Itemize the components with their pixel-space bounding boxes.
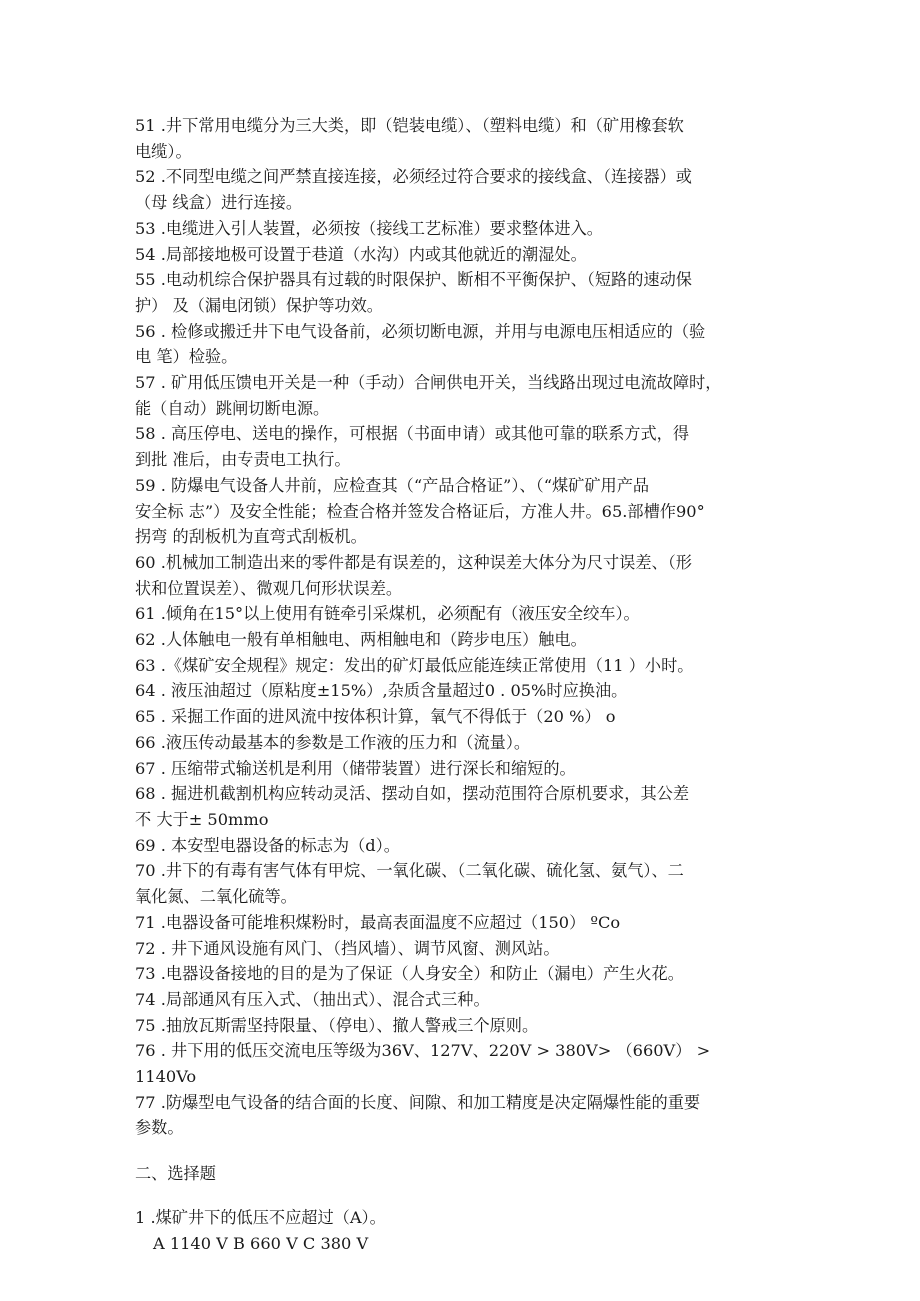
- item-line: 状和位置误差）、微观几何形状误差。: [135, 578, 403, 598]
- item-line: 拐弯 的刮板机为直弯式刮板机。: [135, 527, 367, 547]
- item-line: 52 .不同型电缆之间严禁直接连接，必须经过符合要求的接线盒、（连接器）或: [135, 167, 692, 187]
- item-line: 安全标 志”）及安全性能；检查合格并签发合格证后，方准人井。65.部槽作90°: [135, 501, 705, 521]
- item-line: 56 . 检修或搬迁井下电气设备前，必须切断电源，并用与电源电压相适应的（验: [135, 321, 706, 341]
- item-line: 68 . 掘进机截割机构应转动灵活、摆动自如，摆动范围符合原机要求，其公差: [135, 784, 690, 804]
- fill-in-item: [135, 833, 790, 859]
- item-line: 53 .电缆进入引人装置，必须按（接线工艺标准）要求整体进入。: [135, 218, 603, 238]
- item-line: 66 .液压传动最基本的参数是工作液的压力和（流量）。: [135, 732, 531, 752]
- item-line: 55 .电动机综合保护器具有过载的时限保护、断相不平衡保护、（短路的速动保: [135, 270, 692, 290]
- item-line: 63 .《煤矿安全规程》规定：发出的矿灯最低应能连续正常使用（11 ）小时。: [135, 655, 694, 675]
- fill-in-item: [135, 653, 790, 679]
- item-line: 57 . 矿用低压馈电开关是一种（手动）合闸供电开关，当线路出现过电流故障时，: [135, 373, 722, 393]
- item-line: 不 大于± 50mmo: [135, 809, 269, 829]
- fill-in-item: [135, 961, 790, 987]
- fill-in-item: [135, 730, 790, 756]
- fill-in-item: [135, 473, 790, 550]
- item-line: 59 . 防爆电气设备人井前，应检查其（“产品合格证”）、（“煤矿矿用产品: [135, 475, 650, 495]
- item-line: 62 .人体触电一般有单相触电、两相触电和（跨步电压）触电。: [135, 630, 587, 650]
- section-title: 二、选择题: [135, 1164, 216, 1184]
- fill-in-item: [135, 164, 790, 215]
- fill-in-item: [135, 216, 790, 242]
- item-line: 65 . 采掘工作面的进风流中按体积计算，氧气不得低于（20 %） o: [135, 707, 616, 727]
- item-line: 61 .倾角在15°以上使用有链牵引采煤机，必须配有（液压安全绞车）。: [135, 604, 640, 624]
- item-line: 58 . 高压停电、送电的操作，可根据（书面申请）或其他可靠的联系方式，得: [135, 424, 690, 444]
- fill-in-item: [135, 910, 790, 936]
- fill-in-item: [135, 1038, 790, 1089]
- fill-in-item: [135, 781, 790, 832]
- item-line: 64 . 液压油超过（原粘度±15%）,杂质含量超过0 . 05%时应换油。: [135, 681, 628, 701]
- fill-in-item: [135, 756, 790, 782]
- fill-in-item: [135, 267, 790, 318]
- fill-in-item: [135, 678, 790, 704]
- item-line: 护） 及（漏电闭锁）保护等功效。: [135, 295, 383, 315]
- item-line: 1140Vo: [135, 1067, 197, 1087]
- fill-in-item: [135, 1090, 790, 1141]
- fill-in-item: [135, 113, 790, 164]
- item-line: 氧化氮、二氧化硫等。: [135, 887, 297, 907]
- item-line: 75 .抽放瓦斯需坚持限量、（停电）、撤人警戒三个原则。: [135, 1015, 539, 1035]
- fill-in-item: [135, 987, 790, 1013]
- question-text: 1 .煤矿井下的低压不应超过（A）。: [135, 1208, 386, 1228]
- item-line: 72 . 井下通风设施有风门、（挡风墙）、调节风窗、测风站。: [135, 938, 560, 958]
- fill-in-item: [135, 704, 790, 730]
- item-line: 60 .机械加工制造出来的零件都是有误差的，这种误差大体分为尺寸误差、（形: [135, 552, 692, 572]
- fill-in-item: [135, 1013, 790, 1039]
- fill-in-item: [135, 370, 790, 421]
- fill-in-item: [135, 319, 790, 370]
- fill-in-item: [135, 627, 790, 653]
- item-line: 67 . 压缩带式输送机是利用（储带装置）进行深长和缩短的。: [135, 758, 576, 778]
- fill-in-item: [135, 858, 790, 909]
- item-line: 到批 准后，由专责电工执行。: [135, 450, 351, 470]
- item-line: 69 . 本安型电器设备的标志为（d）。: [135, 835, 400, 855]
- item-line: （母 线盒）进行连接。: [135, 193, 303, 213]
- fill-in-item: [135, 242, 790, 268]
- item-line: 51 .井下常用电缆分为三大类，即（铠装电缆）、（塑料电缆）和（矿用橡套软: [135, 116, 684, 135]
- item-line: 71 .电器设备可能堆积煤粉时，最高表面温度不应超过（150） ºCo: [135, 912, 621, 932]
- item-line: 参数。: [135, 1118, 184, 1138]
- item-line: 77 .防爆型电气设备的结合面的长度、间隙、和加工精度是决定隔爆性能的重要: [135, 1092, 701, 1112]
- item-line: 73 .电器设备接地的目的是为了保证（人身安全）和防止（漏电）产生火花。: [135, 964, 684, 984]
- content-body: [135, 113, 790, 1257]
- item-line: 70 .井下的有毒有害气体有甲烷、一氧化碳、（二氧化碳、硫化氢、氨气）、二: [135, 861, 684, 881]
- item-line: 54 .局部接地极可设置于巷道（水沟）内或其他就近的潮湿处。: [135, 244, 587, 264]
- fill-in-item: [135, 601, 790, 627]
- item-line: 74 .局部通风有压入式、（抽出式）、混合式三种。: [135, 989, 490, 1009]
- fill-in-item: [135, 936, 790, 962]
- fill-in-item: [135, 421, 790, 472]
- item-line: 76 . 井下用的低压交流电压等级为36V、127V、220V > 380V> （660V） >: [135, 1041, 711, 1061]
- item-line: 电 笔）检验。: [135, 347, 238, 367]
- item-line: 能（自动）跳闸切断电源。: [135, 398, 330, 418]
- item-line: 电缆）。: [135, 141, 192, 161]
- fill-in-item: [135, 550, 790, 601]
- question-options: A 1140 V B 660 V C 380 V: [153, 1234, 369, 1254]
